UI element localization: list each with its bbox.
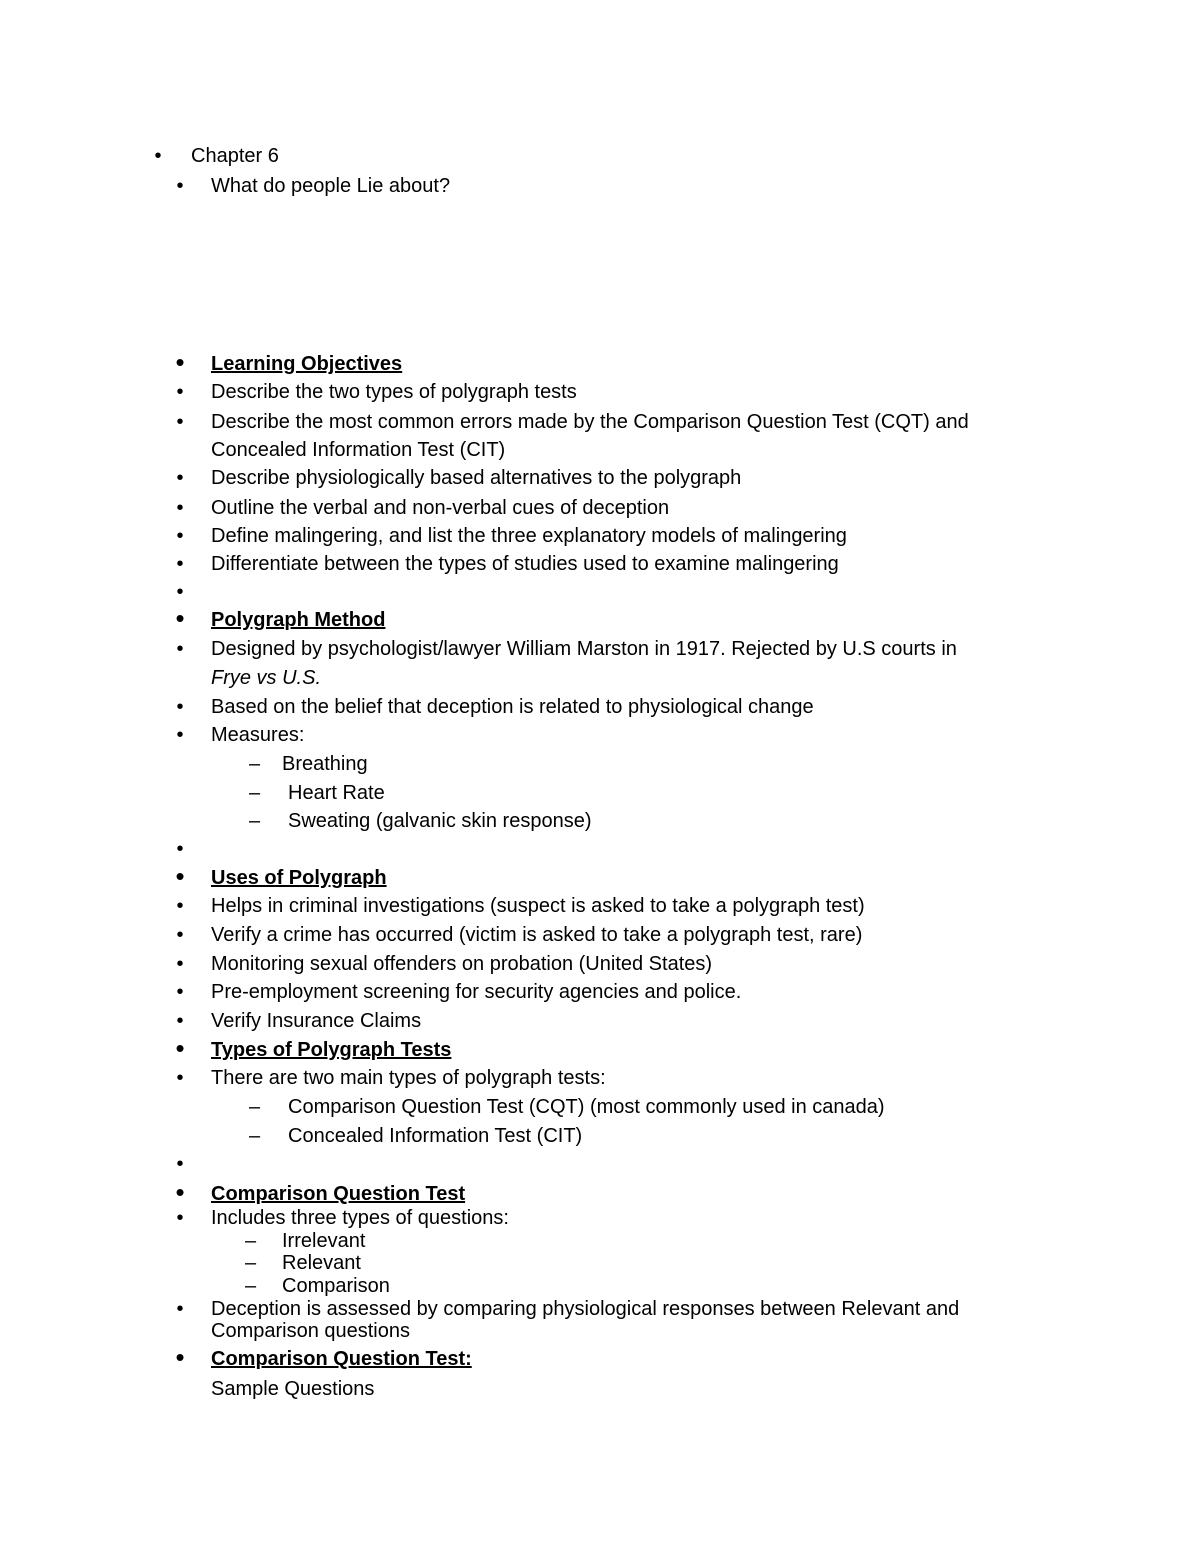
bullet: •	[176, 553, 184, 575]
bullet: •	[176, 924, 184, 946]
bullet: •	[175, 347, 185, 377]
list-item-text: Describe the two types of polygraph tests	[211, 381, 577, 403]
section-heading-types-of-polygraph-tests: Types of Polygraph Tests	[211, 1039, 452, 1061]
bullet: •	[175, 603, 185, 633]
section-heading-comparison-question-test: Comparison Question Test	[211, 1183, 466, 1205]
dash-marker: –	[249, 782, 261, 804]
dash-marker: –	[245, 1230, 257, 1252]
bullet: •	[176, 1067, 184, 1089]
list-item-text: Deception is assessed by comparing physiological responses between Relevant and	[211, 1298, 960, 1320]
bullet: •	[176, 467, 184, 489]
chapter-title: Chapter 6	[191, 145, 279, 167]
list-item-text: Pre-employment screening for security agencies and police.	[211, 981, 742, 1003]
list-item-text: Designed by psychologist/lawyer William Marston in 1917. Rejected by U.S courts in	[211, 638, 957, 660]
list-item-text: Describe physiologically based alternatives to the polygraph	[211, 467, 742, 489]
bullet: •	[176, 724, 184, 746]
list-item-text: Monitoring sexual offenders on probation (United States)	[211, 953, 713, 975]
dash-marker: –	[245, 1275, 257, 1297]
list-item-text: Sample Questions	[211, 1378, 375, 1400]
list-item-text: Comparison questions	[211, 1320, 410, 1342]
bullet: •	[175, 1033, 185, 1063]
bullet: •	[176, 525, 184, 547]
list-item-text: Differentiate between the types of studies used to examine malingering	[211, 553, 839, 575]
case-citation: Frye vs U.S.	[211, 667, 322, 689]
bullet: •	[176, 581, 184, 603]
section-heading-comparison-question-test-sample: Comparison Question Test:	[211, 1348, 472, 1370]
sub-list-item-text: Sweating (galvanic skin response)	[288, 810, 592, 832]
dash-marker: –	[249, 810, 261, 832]
list-item-text: Verify a crime has occurred (victim is asked to take a polygraph test, rare)	[211, 924, 863, 946]
sub-list-item-text: Irrelevant	[282, 1230, 366, 1252]
bullet: •	[176, 381, 184, 403]
list-item-text: Verify Insurance Claims	[211, 1010, 422, 1032]
list-item-text: Outline the verbal and non-verbal cues of deception	[211, 497, 670, 519]
bullet: •	[176, 1298, 184, 1320]
bullet: •	[175, 1342, 185, 1372]
bullet: •	[176, 1010, 184, 1032]
sub-list-item-text: Comparison	[282, 1275, 390, 1297]
section-heading-polygraph-method: Polygraph Method	[211, 609, 386, 631]
bullet: •	[176, 1153, 184, 1175]
bullet: •	[176, 411, 184, 433]
list-item-text: Helps in criminal investigations (suspect is asked to take a polygraph test)	[211, 895, 865, 917]
bullet: •	[175, 861, 185, 891]
dash-marker: –	[249, 753, 261, 775]
bullet: •	[176, 1207, 184, 1229]
bullet: •	[176, 953, 184, 975]
sub-list-item-text: Comparison Question Test (CQT) (most commonly used in canada)	[288, 1096, 885, 1118]
bullet: •	[176, 638, 184, 660]
bullet: •	[176, 696, 184, 718]
list-item-text: Describe the most common errors made by the Comparison Question Test (CQT) and	[211, 411, 969, 433]
bullet: •	[176, 838, 184, 860]
bullet: •	[176, 497, 184, 519]
sub-list-item-text: Concealed Information Test (CIT)	[288, 1125, 583, 1147]
section-heading-uses-of-polygraph: Uses of Polygraph	[211, 867, 387, 889]
dash-marker: –	[249, 1125, 261, 1147]
section-heading-learning-objectives: Learning Objectives	[211, 353, 403, 375]
sub-list-item-text: Relevant	[282, 1252, 361, 1274]
list-item-text: What do people Lie about?	[211, 175, 451, 197]
bullet: •	[176, 895, 184, 917]
list-item-text: Based on the belief that deception is related to physiological change	[211, 696, 814, 718]
dash-marker: –	[245, 1252, 257, 1274]
list-item-text: Concealed Information Test (CIT)	[211, 439, 506, 461]
bullet: •	[176, 981, 184, 1003]
list-item-text: Define malingering, and list the three explanatory models of malingering	[211, 525, 847, 547]
sub-list-item-text: Breathing	[282, 753, 368, 775]
list-item-text: Includes three types of questions:	[211, 1207, 509, 1229]
dash-marker: –	[249, 1096, 261, 1118]
list-item-text: Measures:	[211, 724, 305, 746]
list-item-text: There are two main types of polygraph tests:	[211, 1067, 606, 1089]
bullet: •	[175, 1177, 185, 1207]
bullet: •	[154, 145, 162, 167]
bullet: •	[176, 175, 184, 197]
sub-list-item-text: Heart Rate	[288, 782, 385, 804]
